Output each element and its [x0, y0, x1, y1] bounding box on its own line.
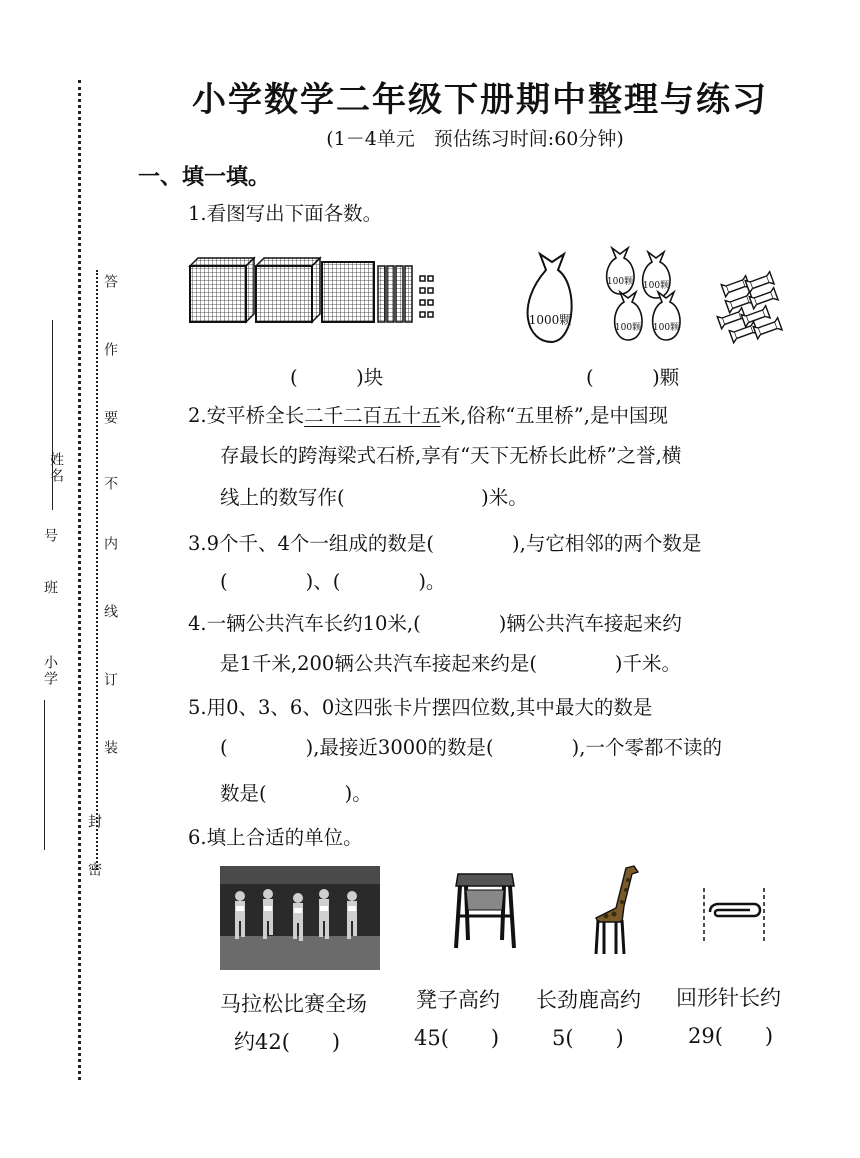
small-bag-2 [643, 252, 670, 298]
candy-bags-figure [512, 244, 788, 350]
paperclip-caption-2[interactable]: 29( ) [688, 1024, 774, 1048]
svg-text:100颗: 100颗 [652, 323, 680, 333]
q2-text-a: 2.安平桥全长 [188, 404, 305, 427]
page-title: 小学数学二年级下册期中整理与练习 [192, 80, 768, 120]
seal-char-3: 装 [102, 740, 118, 756]
question-2-line-1 [188, 396, 668, 436]
question-2-line-2: 存最长的跨海梁式石桥,享有“天下无桥长此桥”之誉,横 [220, 444, 682, 467]
thousand-cube-2 [256, 258, 320, 322]
unit-cubes [420, 276, 433, 317]
question-5-line-3[interactable]: 数是( )。 [220, 782, 372, 805]
margin-field-class: 班 [42, 580, 58, 596]
margin-field-school: 小学 [42, 655, 58, 687]
svg-text:1000颗: 1000颗 [528, 313, 572, 327]
marathon-caption-2[interactable]: 约42( ) [234, 1030, 341, 1054]
seal-char-5: 线 [102, 604, 118, 620]
small-bag-4 [653, 292, 680, 340]
question-3-line-2[interactable]: ( )、( )。 [220, 570, 446, 593]
svg-text:100颗: 100颗 [614, 323, 642, 333]
binding-dotted-line-right [96, 270, 98, 870]
margin-field-name: 姓名 [48, 452, 64, 484]
small-bag-1 [607, 248, 634, 294]
section-heading: 一、填一填。 [138, 164, 271, 190]
seal-char-9: 作 [102, 342, 118, 358]
giraffe-image [582, 862, 648, 956]
seal-char-6: 内 [102, 536, 118, 552]
wrapped-candies [717, 272, 782, 343]
stool-image [452, 870, 518, 950]
seal-char-10: 答 [102, 274, 118, 290]
question-2-line-3[interactable]: 线上的数写作( )米。 [220, 486, 528, 509]
ten-rods [378, 266, 412, 322]
question-1-label: 1.看图写出下面各数。 [188, 202, 383, 225]
seal-char-7: 不 [102, 476, 118, 492]
paperclip-image [696, 886, 772, 944]
seal-char-4: 订 [102, 672, 118, 688]
question-4-line-1[interactable]: 4.一辆公共汽车长约10米,( )辆公共汽车接起来约 [188, 612, 682, 635]
stool-caption-1: 凳子高约 [416, 988, 500, 1012]
question-4-line-2[interactable]: 是1千米,200辆公共汽车接起来约是( )千米。 [220, 652, 682, 675]
question-3-line-1[interactable]: 3.9个千、4个一组成的数是( ),与它相邻的两个数是 [188, 532, 702, 555]
svg-text:100颗: 100颗 [642, 281, 670, 291]
hundred-flat [322, 262, 374, 322]
stool-caption-2[interactable]: 45( ) [414, 1026, 500, 1050]
margin-field-number: 号 [42, 528, 58, 544]
giraffe-caption-1: 长劲鹿高约 [536, 988, 641, 1012]
base-ten-blocks-figure [188, 256, 448, 328]
small-bag-3 [615, 292, 642, 340]
marathon-photo [220, 866, 380, 970]
paperclip-caption-1: 回形针长约 [676, 986, 781, 1010]
question-5-line-2[interactable]: ( ),最接近3000的数是( ),一个零都不读的 [220, 736, 722, 759]
page-subtitle: (1－4单元 预估练习时间:60分钟) [326, 128, 624, 150]
seal-char-1: 密 [86, 862, 102, 878]
marathon-caption-1: 马拉松比赛全场 [220, 992, 367, 1016]
svg-text:100颗: 100颗 [606, 277, 634, 287]
giraffe-caption-2[interactable]: 5( ) [552, 1026, 624, 1050]
binding-dotted-line-left [78, 80, 81, 1080]
seal-char-8: 要 [102, 410, 118, 426]
q2-text-b: 米,俗称“五里桥”,是中国现 [440, 404, 668, 427]
question-5-line-1: 5.用0、3、6、0这四张卡片摆四位数,其中最大的数是 [188, 696, 653, 719]
q2-underlined-number: 二千二百五十五 [304, 404, 441, 427]
q1-blank-blocks[interactable]: ( )块 [290, 366, 384, 389]
thousand-cube-1 [190, 258, 254, 322]
seal-char-2: 封 [86, 814, 102, 830]
q1-blank-candies[interactable]: ( )颗 [586, 366, 680, 389]
question-6-label: 6.填上合适的单位。 [188, 826, 363, 849]
big-bag [528, 254, 573, 342]
school-field-line [44, 700, 45, 850]
